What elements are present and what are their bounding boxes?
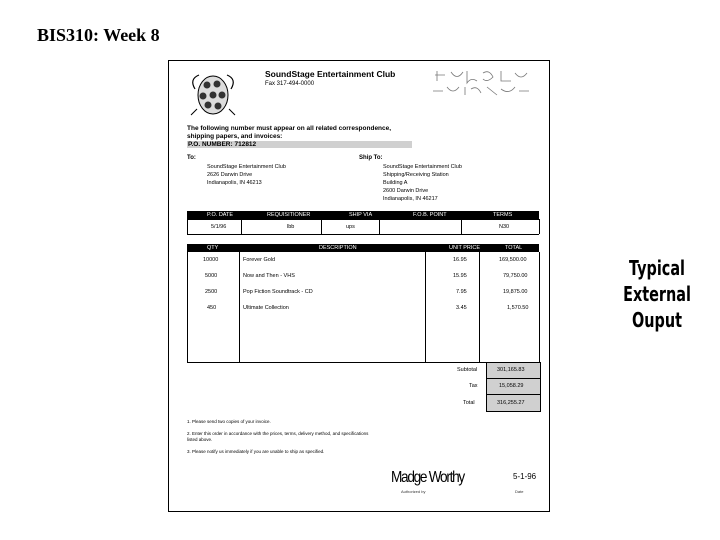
tax-label: Tax <box>469 383 478 389</box>
fax-number: Fax 317-494-0000 <box>265 81 315 87</box>
note-2: 2. Enter this order in accordance with the prices, terms, delivery method, and specifications listed above. <box>187 431 369 442</box>
total-value: 316,255.27 <box>497 400 525 406</box>
ship-via-value: ups <box>346 224 355 230</box>
signature-caption: Authorized by <box>401 489 426 494</box>
subtotal-label: Subtotal <box>457 367 478 373</box>
subtotal-value: 301,165.83 <box>497 367 525 373</box>
ship-to-address: SoundStage Entertainment Club Shipping/Receiving Station Building A 2600 Darwin Drive Indianapolis, IN 46217 <box>383 164 462 202</box>
ship-to-label: Ship To: <box>359 155 383 161</box>
signature: Madge Worthy <box>391 469 464 486</box>
note-1: 1. Please send two copies of your invoice. <box>187 419 271 424</box>
club-logo-icon <box>187 69 239 117</box>
to-address: SoundStage Entertainment Club 2626 Darwin Drive Indianapolis, IN 46213 <box>207 164 286 186</box>
total-label: Total <box>463 400 475 406</box>
items-header-bar: QTY DESCRIPTION UNIT PRICE TOTAL <box>187 244 539 252</box>
po-notice: The following number must appear on all related correspondence, shipping papers, and invoices: <box>187 125 392 140</box>
company-name: SoundStage Entertainment Club <box>265 69 396 79</box>
handwritten-mark-icon <box>431 67 531 97</box>
date-caption: Date <box>515 489 524 494</box>
po-date-value: 5/1/96 <box>211 224 227 230</box>
callout-text: Typical External Ouput <box>623 256 691 332</box>
terms-value: N30 <box>499 224 510 230</box>
to-label: To: <box>187 155 196 161</box>
tax-value: 15,058.29 <box>499 383 524 389</box>
order-header-bar: P.O. DATE REQUISITIONER SHIP VIA F.O.B. POINT TERMS <box>187 211 539 219</box>
slide-title: BIS310: Week 8 <box>37 25 160 45</box>
requisitioner-value: lbb <box>287 224 295 230</box>
purchase-order-document: SoundStage Entertainment Club Fax 317-494-0000 The following number must appear on all related correspondence, shipping papers, and invoices: P.O. NUMBER: 712812 To: SoundStage Entertainment Club 2626 Darwin Drive Indianapolis, IN 46213 Ship To: SoundStage Entertainment Club Shipping/Receiving Station Building A 2600 Darwin Drive Indianapolis, IN 46217 P.O. DATE REQUISITIONER SHIP VIA F.O.B. POINT TERMS 5/1/96 lbb ups N30 QTY DESCRIPTION UNIT PRICE TOTAL 10000 Forever Gold 16.95 169,500.00 5000 Now and Then - VHS 15.95 79,750.00 2500 Pop Fiction Soundtrack - CD 7.95 19,875.00 450 Ultimate Collection 3.45 1,570.50 Subtotal Tax Total 301,165.83 15,058.29 316,255.27 1. Please send two copies of your invoice. 2. Enter this order in accordance with the prices, terms, delivery method, and specifications listed above. 3. Please notify us immediately if you are unable to ship as specified. Madge Worthy Authorized by 5-1-96 Date <box>168 60 550 512</box>
po-number: P.O. NUMBER: 712812 <box>187 141 412 148</box>
sign-date: 5-1-96 <box>513 472 537 481</box>
note-3: 3. Please notify us immediately if you are unable to ship as specified. <box>187 449 325 454</box>
